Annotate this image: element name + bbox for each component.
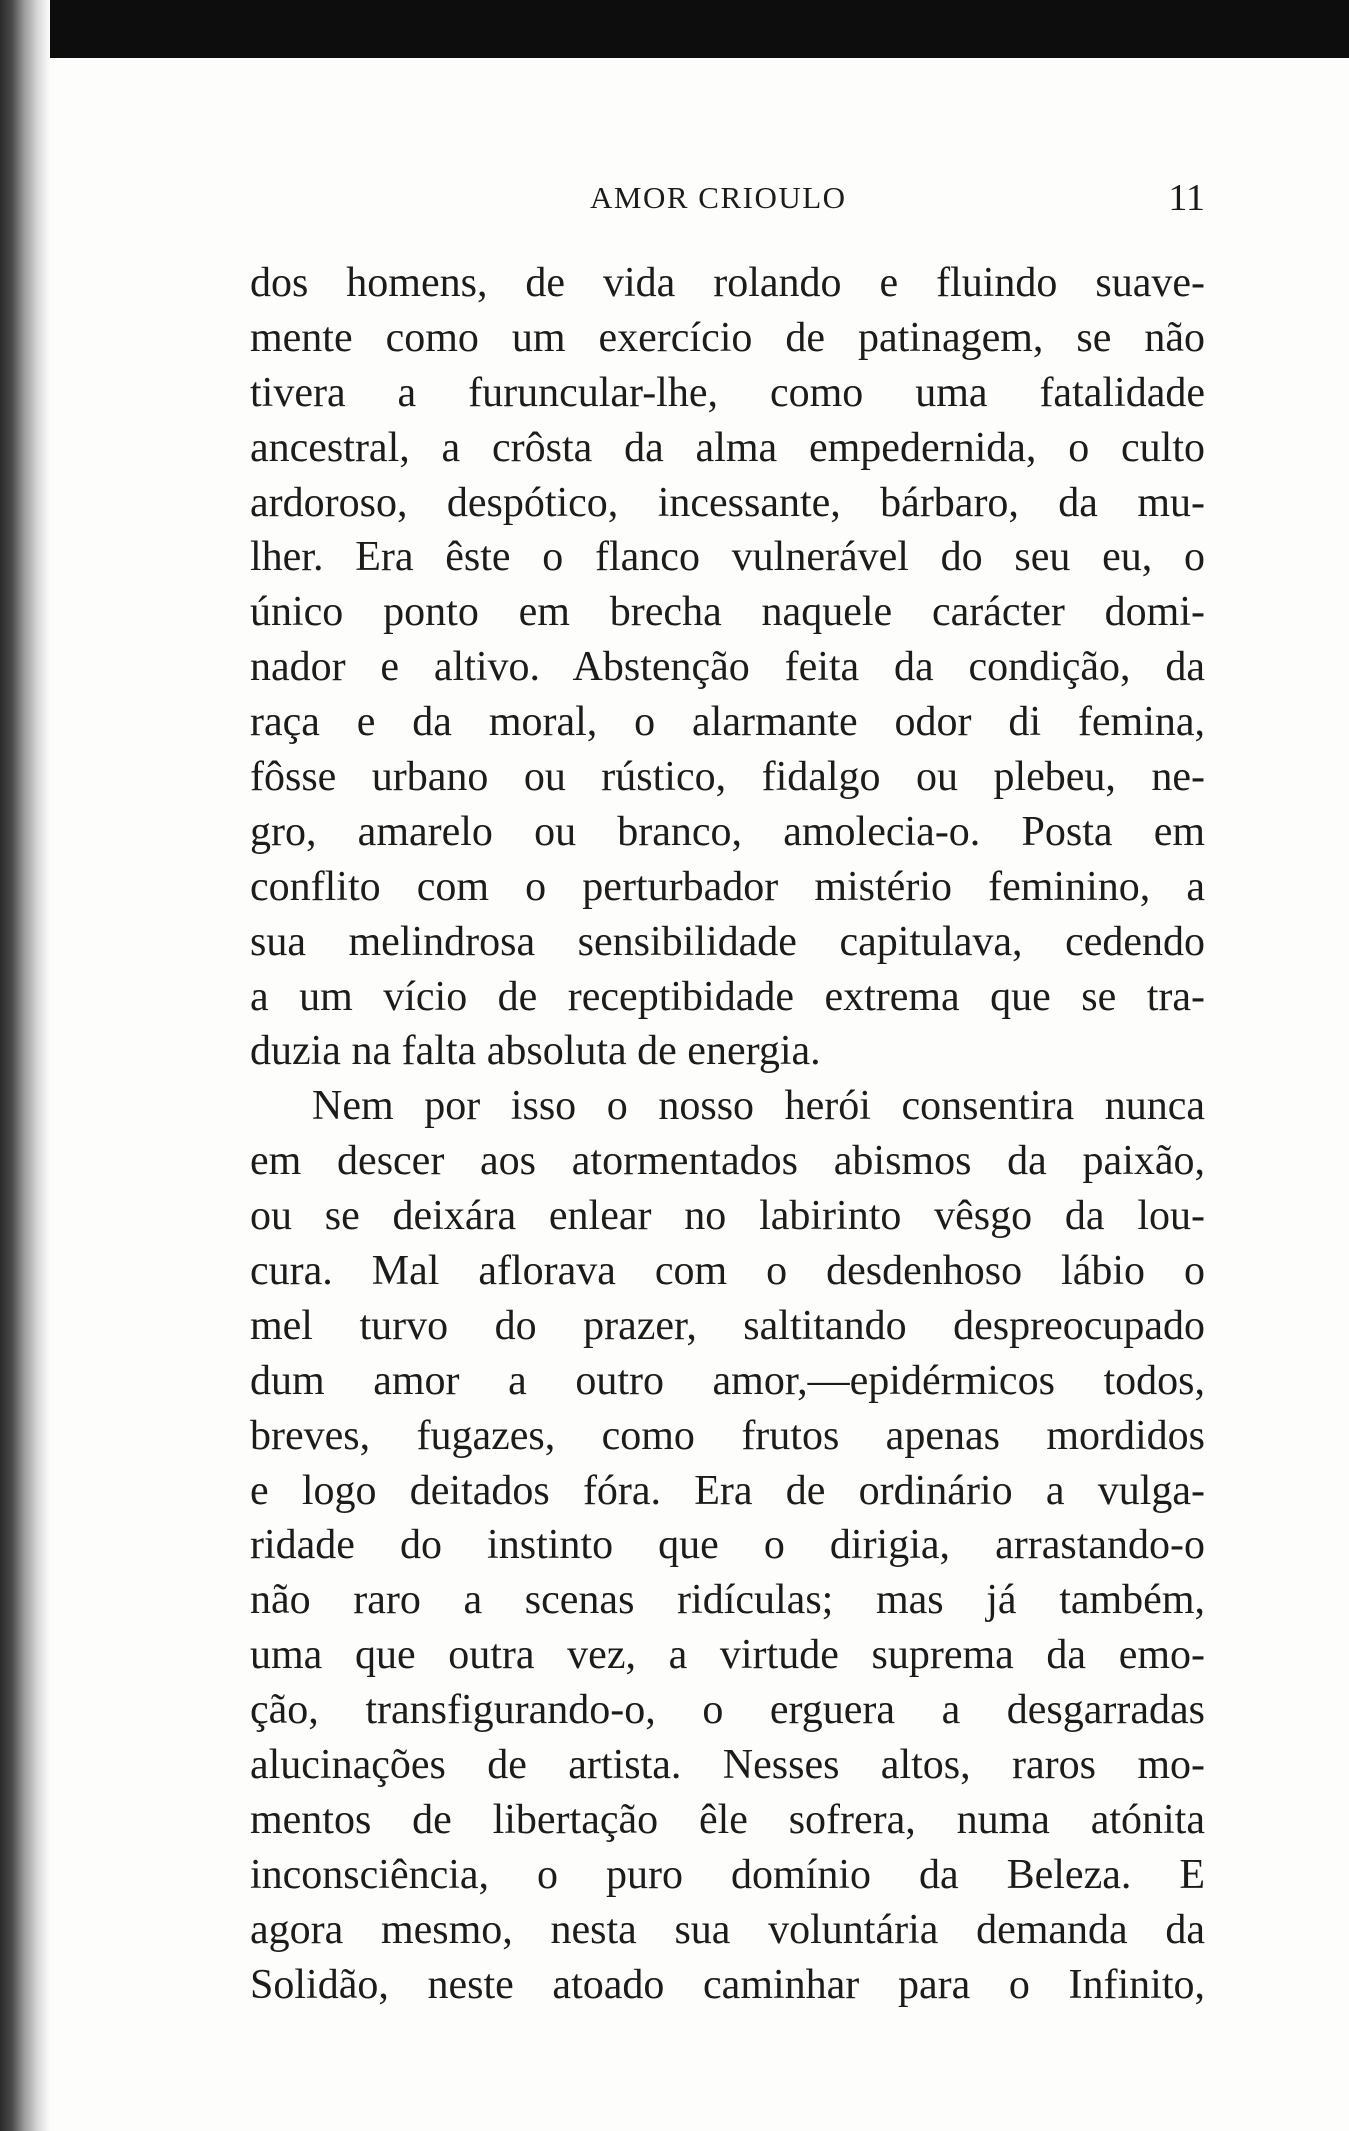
text-line: ancestral, a crôsta da alma empedernida, o culto bbox=[250, 424, 1205, 471]
scan-top-edge bbox=[0, 0, 1349, 58]
text-line: cura. Mal aflorava com o desdenhoso lábio o bbox=[250, 1248, 1205, 1295]
text-line: tivera a furuncular-lhe, como uma fatalidade bbox=[250, 369, 1205, 416]
text-line: dos homens, de vida rolando e fluindo suave- bbox=[250, 260, 1205, 306]
text-line: inconsciência, o puro domínio da Beleza. E bbox=[250, 1851, 1205, 1898]
running-title: AMOR CRIOULO bbox=[590, 180, 847, 215]
text-line: dum amor a outro amor,—epidérmicos todos, bbox=[250, 1357, 1205, 1404]
text-line: ardoroso, despótico, incessante, bárbaro, da mu- bbox=[250, 479, 1205, 526]
page-number: 11 bbox=[1168, 177, 1205, 219]
text-line: duzia na falta absoluta de energia. bbox=[250, 1028, 821, 1075]
book-binding-gutter bbox=[0, 0, 50, 2131]
text-line: sua melindrosa sensibilidade capitulava, cedendo bbox=[250, 918, 1205, 965]
text-line: a um vício de receptibidade extrema que se tra- bbox=[250, 973, 1205, 1020]
page-header bbox=[250, 177, 1205, 230]
text-line: ridade do instinto que o dirigia, arrastando-o bbox=[250, 1522, 1205, 1569]
text-line: raça e da moral, o alarmante odor di femina, bbox=[250, 699, 1205, 746]
text-line: uma que outra vez, a virtude suprema da emo- bbox=[250, 1632, 1205, 1679]
text-line: ou se deixára enlear no labirinto vêsgo da lou- bbox=[250, 1193, 1205, 1240]
text-line: breves, fugazes, como frutos apenas mordidos bbox=[250, 1412, 1205, 1459]
text-line: único ponto em brecha naquele carácter domi- bbox=[250, 589, 1205, 636]
text-line: nador e altivo. Abstenção feita da condição, da bbox=[250, 644, 1205, 691]
text-line: alucinações de artista. Nesses altos, raros mo- bbox=[250, 1742, 1205, 1789]
text-line: Nem por isso o nosso herói consentira nunca bbox=[312, 1083, 1205, 1130]
text-line: conflito com o perturbador mistério feminino, a bbox=[250, 863, 1205, 910]
text-line: em descer aos atormentados abismos da paixão, bbox=[250, 1138, 1205, 1185]
text-line: lher. Era êste o flanco vulnerável do seu eu, o bbox=[250, 534, 1205, 581]
text-line: fôsse urbano ou rústico, fidalgo ou plebeu, ne- bbox=[250, 754, 1205, 801]
text-line: ção, transfigurando-o, o erguera a desgarradas bbox=[250, 1687, 1205, 1734]
text-line: mentos de libertação êle sofrera, numa atónita bbox=[250, 1796, 1205, 1843]
body-text bbox=[250, 256, 1205, 2013]
text-line: não raro a scenas ridículas; mas já também, bbox=[250, 1577, 1205, 1624]
text-line: mel turvo do prazer, saltitando despreocupado bbox=[250, 1302, 1205, 1349]
text-line: Solidão, neste atoado caminhar para o Infinito, bbox=[250, 1961, 1205, 2008]
text-line: agora mesmo, nesta sua voluntária demanda da bbox=[250, 1906, 1205, 1953]
text-line: gro, amarelo ou branco, amolecia-o. Posta em bbox=[250, 808, 1205, 855]
text-line: e logo deitados fóra. Era de ordinário a vulga- bbox=[250, 1467, 1205, 1514]
text-line: mente como um exercício de patinagem, se não bbox=[250, 314, 1205, 361]
